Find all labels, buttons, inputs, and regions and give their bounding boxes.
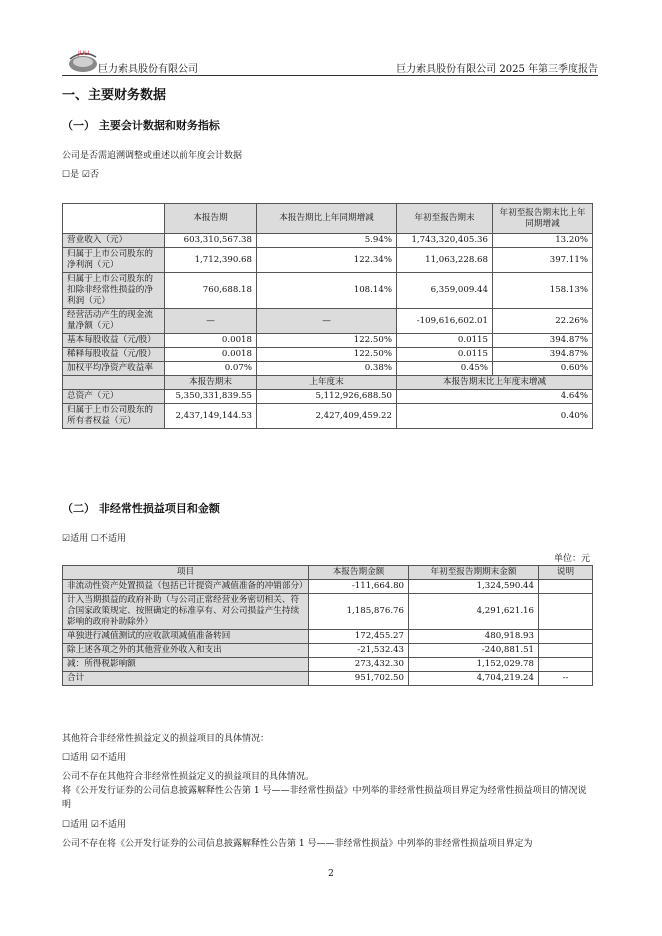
note-line: 公司不存在其他符合非经常性损益定义的损益项目的具体情况。 [62, 772, 315, 782]
cell: 0.38% [257, 362, 397, 376]
row-label: 归属于上市公司股东的所有者权益（元） [63, 404, 165, 429]
cell: 11,063,228.68 [397, 248, 493, 273]
table-row [63, 644, 593, 658]
logo-text: JULI [78, 50, 90, 57]
cell: 0.0018 [165, 334, 257, 348]
cell: 1,185,876.76 [309, 594, 409, 630]
cell: 394.87% [493, 348, 593, 362]
table-subheader-row [63, 376, 593, 390]
row-label: 减：所得税影响额 [63, 658, 309, 672]
t1-header-cell: 本报告期 [165, 204, 257, 234]
cell: 172,455.27 [309, 630, 409, 644]
row-label: 归属于上市公司股东的净利润（元） [63, 248, 165, 273]
subheader-cell [63, 376, 165, 390]
cell: 5,112,926,688.50 [257, 390, 397, 404]
cell: 394.87% [493, 334, 593, 348]
t2-header-cell: 年初至报告期期末金额 [409, 566, 539, 580]
cell: 4.64% [397, 390, 593, 404]
subheader-cell: 上年度末 [257, 376, 397, 390]
restatement-question: 公司是否需追溯调整或重述以前年度会计数据 [62, 151, 243, 161]
cell: 603,310,567.38 [165, 234, 257, 248]
cell: 5,350,331,839.55 [165, 390, 257, 404]
row-label: 基本每股收益（元/股） [63, 334, 165, 348]
cell: 122.34% [257, 248, 397, 273]
cell: — [165, 309, 257, 334]
t2-header-cell: 说明 [539, 566, 593, 580]
cell: 0.40% [397, 404, 593, 429]
table-row [63, 273, 593, 309]
row-label: 总资产（元） [63, 390, 165, 404]
cell: 13.20% [493, 234, 593, 248]
table-row [63, 348, 593, 362]
cell: 397.11% [493, 248, 593, 273]
cell: 5.94% [257, 234, 397, 248]
row-label: 营业收入（元） [63, 234, 165, 248]
t2-header-cell: 本报告期金额 [309, 566, 409, 580]
applicable-options: ☑适用 ☐不适用 [62, 534, 126, 544]
cell: 2,437,149,144.53 [165, 404, 257, 429]
cell: 122.50% [257, 348, 397, 362]
header-company-name: 巨力索具股份有限公司 [98, 64, 198, 75]
row-label: 非流动性资产处置损益（包括已计提资产减值准备的冲销部分） [63, 580, 309, 594]
header-report-title: 巨力索具股份有限公司 2025 年第三季度报告 [396, 64, 598, 75]
cell: 760,688.18 [165, 273, 257, 309]
non-recurring-items-table [62, 565, 593, 686]
cell [539, 658, 593, 672]
note-line: 公司不存在将《公开发行证券的公司信息披露解释性公告第 1 号——非经常性损益》中列举的非经常性损益项目界定为 [62, 839, 533, 849]
cell: 0.0115 [397, 348, 493, 362]
cell: 2,427,409,459.22 [257, 404, 397, 429]
cell: 158.13% [493, 273, 593, 309]
cell: 1,712,390.68 [165, 248, 257, 273]
table-row [63, 390, 593, 404]
cell: 108.14% [257, 273, 397, 309]
company-logo [66, 47, 100, 75]
row-label: 加权平均净资产收益率 [63, 362, 165, 376]
table-row [63, 334, 593, 348]
cell: 0.45% [397, 362, 493, 376]
row-label: 经营活动产生的现金流量净额（元） [63, 309, 165, 334]
subheader-cell: 本报告期末比上年度末增减 [397, 376, 593, 390]
t2-header-cell: 项目 [63, 566, 309, 580]
cell: 4,704,219.24 [409, 672, 539, 686]
cell: 0.0115 [397, 334, 493, 348]
row-label: 除上述各项之外的其他营业外收入和支出 [63, 644, 309, 658]
cell: 951,702.50 [309, 672, 409, 686]
cell: 22.26% [493, 309, 593, 334]
table-row [63, 580, 593, 594]
table-row-total [63, 672, 593, 686]
table-row [63, 404, 593, 429]
table-row [63, 362, 593, 376]
subsection-2-title: （二） 非经常性损益项目和金额 [62, 502, 220, 515]
financial-data-table [62, 203, 593, 429]
cell: 273,432.30 [309, 658, 409, 672]
cell: — [257, 309, 397, 334]
cell: 1,324,590.44 [409, 580, 539, 594]
table-row [63, 658, 593, 672]
page-number: 2 [328, 869, 334, 879]
cell: -- [539, 672, 593, 686]
t1-header-cell [63, 204, 165, 234]
note-options: ☐适用 ☑不适用 [62, 820, 126, 830]
unit-label: 单位：元 [553, 554, 590, 564]
table-row [63, 309, 593, 334]
cell: -109,616,602.01 [397, 309, 493, 334]
cell: 1,152,029.78 [409, 658, 539, 672]
row-label: 归属于上市公司股东的扣除非经常性损益的净利润（元） [63, 273, 165, 309]
section-title: 一、主要财务数据 [62, 88, 167, 103]
cell: 6,359,009.44 [397, 273, 493, 309]
table-row [63, 630, 593, 644]
cell [539, 580, 593, 594]
cell: 0.60% [493, 362, 593, 376]
cell: 4,291,621.16 [409, 594, 539, 630]
cell: 1,743,320,405.36 [397, 234, 493, 248]
t1-header-cell: 本报告期比上年同期增减 [257, 204, 397, 234]
t1-header-cell: 年初至报告期末 [397, 204, 493, 234]
cell: 480,918.93 [409, 630, 539, 644]
note-paragraph: 将《公开发行证券的公司信息披露解释性公告第 1 号——非经常性损益》中列举的非经常性损益项目界定为经常性损益项目的情况说明 [62, 786, 587, 810]
subsection-1-title: （一） 主要会计数据和财务指标 [62, 119, 220, 132]
row-label: 计入当期损益的政府补助（与公司正常经营业务密切相关、符合国家政策规定、按照确定的标准享有、对公司损益产生持续影响的政府补助除外） [63, 594, 309, 630]
table-row [63, 234, 593, 248]
t1-header-cell: 年初至报告期末比上年同期增减 [493, 204, 593, 234]
cell: -21,532.43 [309, 644, 409, 658]
restatement-options: ☐是 ☑否 [62, 170, 99, 180]
cell [539, 594, 593, 630]
note-options: ☐适用 ☑不适用 [62, 753, 126, 763]
table-row [63, 594, 593, 630]
header-divider [62, 75, 598, 76]
cell: 0.07% [165, 362, 257, 376]
table-row [63, 248, 593, 273]
row-label: 单独进行减值测试的应收款项减值准备转回 [63, 630, 309, 644]
cell: -111,664.80 [309, 580, 409, 594]
row-label: 稀释每股收益（元/股） [63, 348, 165, 362]
cell [539, 630, 593, 644]
cell: 122.50% [257, 334, 397, 348]
note-line: 其他符合非经常性损益定义的损益项目的具体情况： [62, 734, 270, 744]
subheader-cell: 本报告期末 [165, 376, 257, 390]
cell: 0.0018 [165, 348, 257, 362]
cell: -240,881.51 [409, 644, 539, 658]
row-label: 合计 [63, 672, 309, 686]
cell [539, 644, 593, 658]
